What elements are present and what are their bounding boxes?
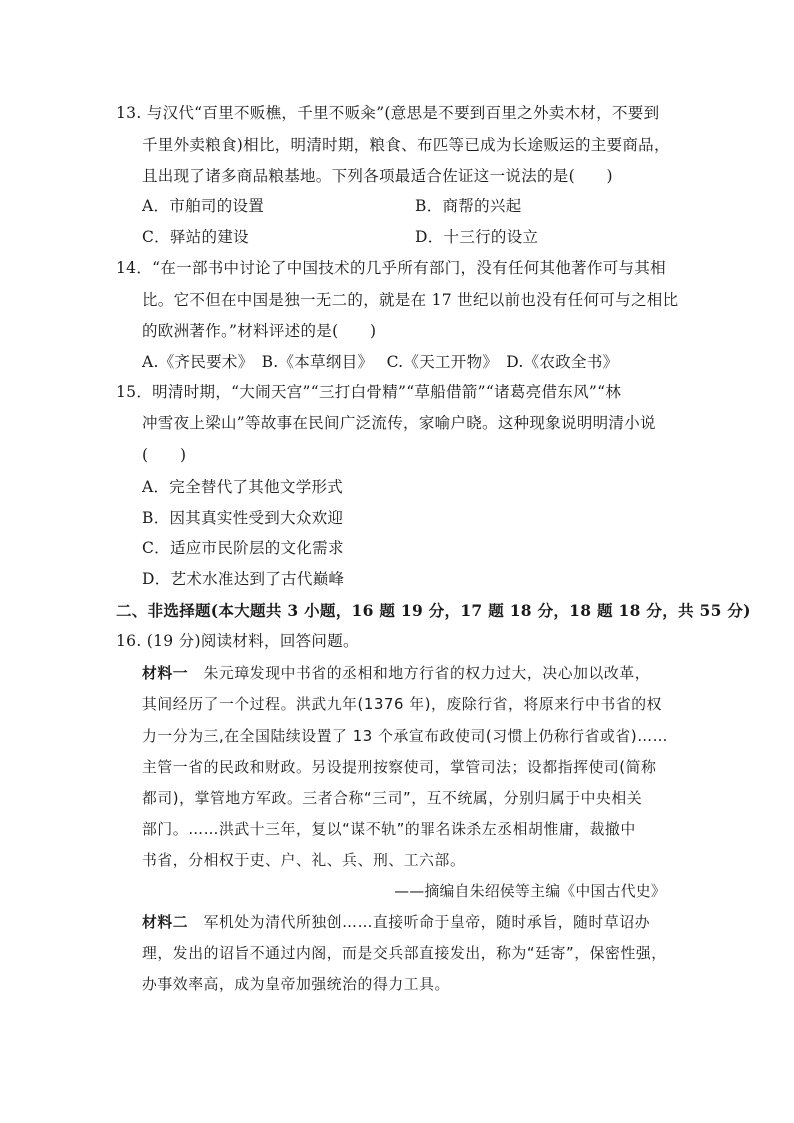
- q13-line-1: 13. 与汉代“百里不贩樵，千里不贩籴”(意思是不要到百里之外卖木材，不要到: [116, 104, 660, 122]
- material-2-line: 理，发出的诏旨不通过内阁，而是交兵部直接发出，称为“廷寄”，保密性强，: [142, 945, 667, 962]
- q14-line-3: 的欧洲著作。”材料评述的是( ): [142, 322, 377, 340]
- material-2-line: 办事效率高，成为皇帝加强统治的得力工具。: [142, 976, 450, 993]
- material-1-line: 书省，分相权于吏、户、礼、兵、刑、工六部。: [142, 852, 466, 869]
- q13-line-3: 且出现了诸多商品粮基地。下列各项最适合佐证这一说法的是( ): [142, 167, 613, 185]
- q13-option-b[interactable]: B．商帮的兴起: [415, 197, 522, 215]
- material-2-first-line: [142, 913, 650, 933]
- q15-option-d[interactable]: D．艺术水准达到了古代巅峰: [142, 570, 345, 588]
- material-1-line: 主管一省的民政和财政。另设提刑按察使司，掌管司法；设都指挥使司(简称: [142, 759, 657, 776]
- q15-option-c[interactable]: C．适应市民阶层的文化需求: [142, 539, 344, 557]
- material-1-line: 都司)，掌管地方军政。三者合称“三司”，互不统属，分别归属于中央相关: [142, 790, 643, 807]
- material-1-line: 其间经历了一个过程。洪武九年(1376 年)，废除行省，将原来行中书省的权: [142, 696, 663, 713]
- material-2-text-start: 军机处为清代所独创……直接听命于皇帝，随时承旨，随时草诏办: [188, 914, 651, 931]
- q15-line-3: ( ): [142, 446, 187, 464]
- material-2-label: 材料二: [142, 914, 189, 931]
- q14-line-2: 比。它不但在中国是独一无二的，就是在 17 世纪以前也没有任何可与之相比: [142, 291, 679, 309]
- q15-option-a[interactable]: A．完全替代了其他文学形式: [142, 478, 344, 496]
- q16-prompt: 16. (19 分)阅读材料，回答问题。: [116, 632, 359, 650]
- material-1-text-start: 朱元璋发现中书省的丞相和地方行省的权力过大，决心加以改革，: [188, 665, 651, 682]
- q14-options[interactable]: A.《齐民要术》 B.《本草纲目》 C.《天工开物》 D.《农政全书》: [142, 353, 619, 371]
- material-1-source: ——摘编自朱绍侯等主编《中国古代史》: [394, 883, 666, 900]
- q13-option-d[interactable]: D．十三行的设立: [415, 228, 539, 246]
- q13-option-a[interactable]: A．市舶司的设置: [142, 197, 265, 215]
- material-1-label: 材料一: [142, 665, 189, 682]
- q15-line-1: 15．明清时期，“大闹天宫”“三打白骨精”“草船借箭”“诸葛亮借东风”“林: [116, 383, 622, 401]
- q14-line-1: 14．“在一部书中讨论了中国技术的几乎所有部门，没有任何其他著作可与其相: [116, 259, 666, 277]
- q15-option-b[interactable]: B．因其真实性受到大众欢迎: [142, 509, 344, 527]
- q13-option-c[interactable]: C．驿站的建设: [142, 228, 249, 246]
- q13-line-2: 千里外卖粮食)相比，明清时期，粮食、布匹等已成为长途贩运的主要商品，: [142, 136, 670, 154]
- q15-line-2: 冲雪夜上梁山”等故事在民间广泛流传，家喻户晓。这种现象说明明清小说: [142, 414, 656, 432]
- material-1-line: 部门。……洪武十三年，复以“谋不轨”的罪名诛杀左丞相胡惟庸，裁撤中: [142, 821, 636, 838]
- material-1-first-line: [142, 664, 650, 684]
- section-2-title: 二、非选择题(本大题共 3 小题，16 题 19 分，17 题 18 分，18 题 18 分，共 55 分): [116, 601, 751, 620]
- material-1-line: 力一分为三,在全国陆续设置了 13 个承宣布政使司(习惯上仍称行省或省)……: [142, 728, 668, 745]
